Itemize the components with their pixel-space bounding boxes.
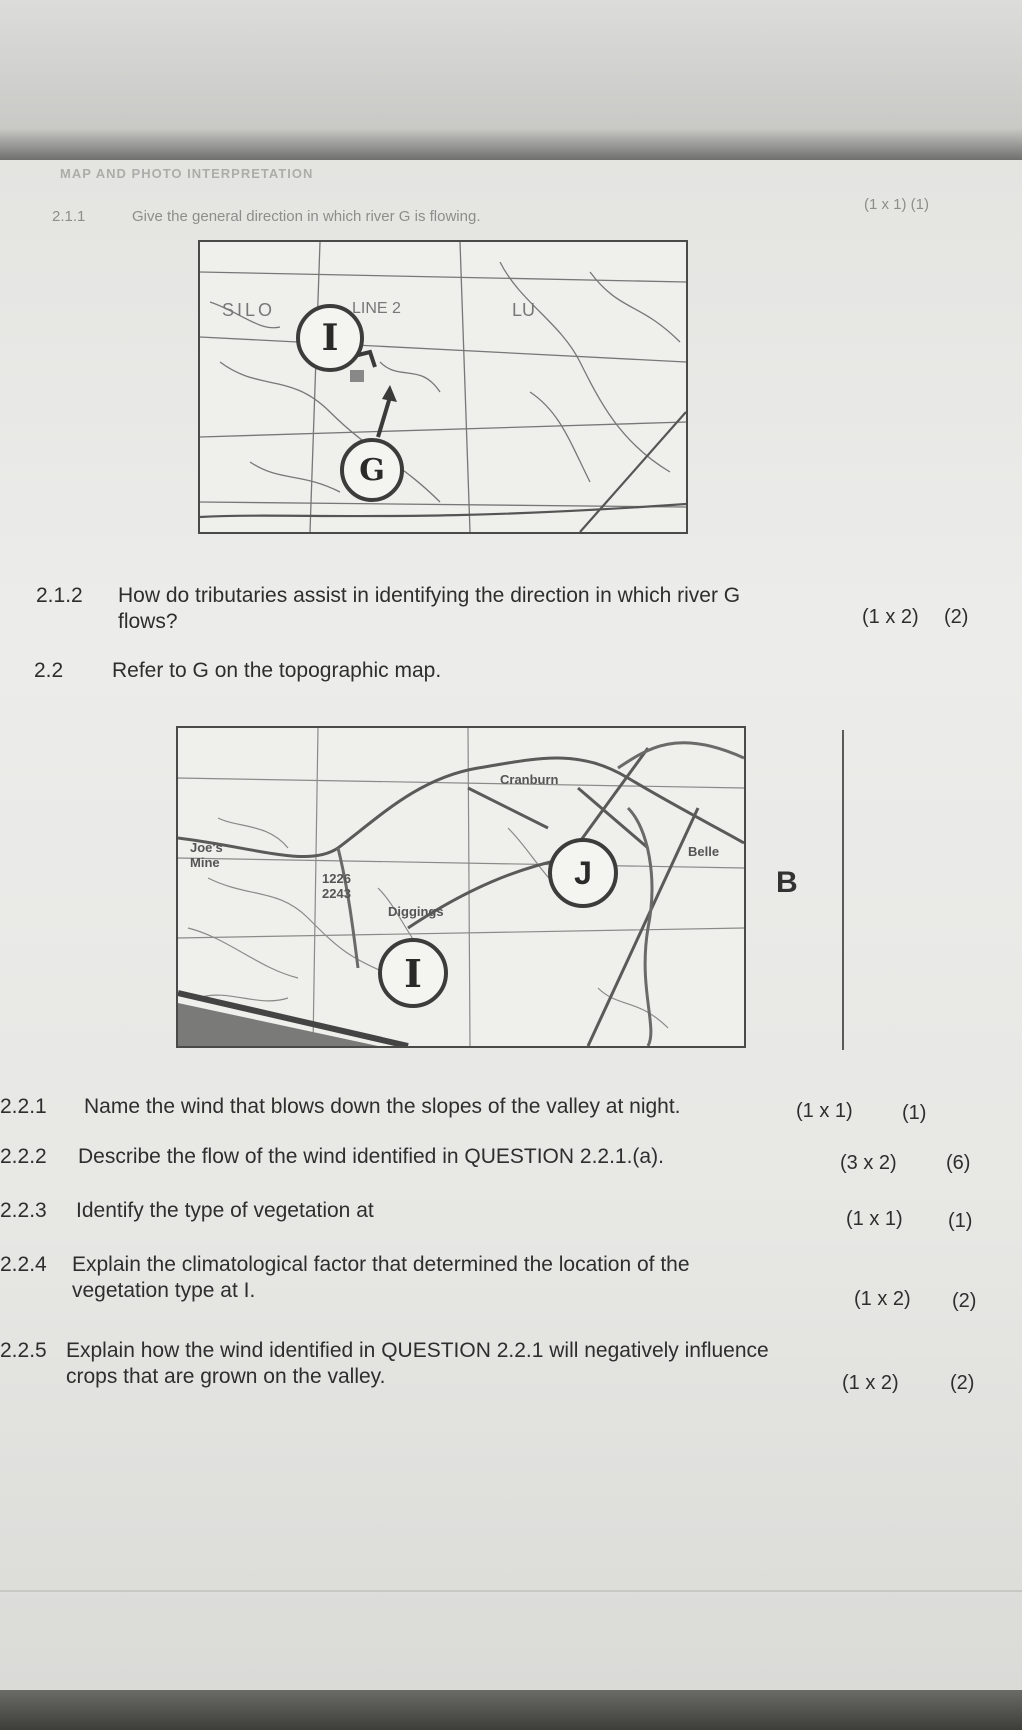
- question-2-2-3-marks: (1): [948, 1210, 973, 1232]
- question-text: Describe the flow of the wind identified in QUESTION 2.2.1.(a).: [78, 1145, 664, 1168]
- question-text-line1: How do tributaries assist in identifying the direction in which river G: [118, 584, 741, 607]
- question-text: Give the general direction in which river G is flowing.: [132, 208, 481, 225]
- map1-marker-i: I: [296, 304, 364, 372]
- cross-section-line: [842, 730, 844, 1050]
- question-text: Refer to G on the topographic map.: [112, 659, 442, 682]
- question-2-2-5: [0, 1338, 960, 1394]
- map2-lines: [178, 728, 744, 1046]
- question-2-2-5-calc: (1 x 2): [842, 1372, 899, 1394]
- question-text-line2: flows?: [118, 610, 178, 633]
- question-text-line1: Explain the climatological factor that determined the location of the: [72, 1253, 690, 1276]
- question-number: 2.1.2: [36, 584, 83, 607]
- map2-label-cranburn: Cranburn: [500, 772, 559, 787]
- map2-marker-i: I: [378, 938, 448, 1008]
- question-2-1-1-marks: (1 x 1) (1): [864, 196, 930, 213]
- map1-label-lu: LU: [512, 300, 536, 320]
- map1-marker-g: G: [340, 438, 404, 502]
- question-2-2-1-calc: (1 x 1): [796, 1100, 853, 1122]
- question-2-1-2-marks: (2): [944, 606, 969, 628]
- map2-spot-height-1: 1226: [322, 871, 351, 886]
- question-2-1-2: [36, 583, 996, 639]
- map1-label-line: LINE 2: [352, 300, 401, 317]
- map2-label-belle: Belle: [688, 844, 720, 859]
- question-2-2-2-calc: (3 x 2): [840, 1152, 897, 1174]
- topographic-map-extract-1: [198, 240, 688, 534]
- map1-label-silo: SILO: [222, 300, 276, 320]
- question-2-2-3-calc: (1 x 1): [846, 1208, 903, 1230]
- question-2-2-1-marks: (1): [902, 1102, 927, 1124]
- background-bottom: [0, 1690, 1022, 1730]
- question-2-1-2-calc: (1 x 2): [862, 606, 919, 628]
- map2-spot-height-2: 2243: [322, 886, 351, 901]
- map2-label-mine: Joe's Mine: [190, 840, 223, 870]
- background-top: [0, 0, 1022, 160]
- question-2-2-4-marks: (2): [952, 1290, 977, 1312]
- question-2-2-4-calc: (1 x 2): [854, 1288, 911, 1310]
- question-number: 2.2.2: [0, 1145, 47, 1168]
- map2-label-diggings: Diggings: [388, 904, 444, 919]
- section-header: MAP AND PHOTO INTERPRETATION: [60, 166, 314, 181]
- question-text: Identify the type of vegetation at: [76, 1199, 374, 1222]
- question-number: 2.2.5: [0, 1339, 47, 1362]
- question-number: 2.2.4: [0, 1253, 47, 1276]
- question-number: 2.2: [34, 659, 64, 682]
- page-fold: [0, 1590, 1022, 1592]
- map1-lines: [200, 242, 686, 532]
- question-number: 2.1.1: [52, 208, 86, 225]
- question-text-line1: Explain how the wind identified in QUESTION 2.2.1 will negatively influence: [66, 1339, 769, 1362]
- question-2-2-4: [0, 1252, 900, 1308]
- question-text-line2: vegetation type at I.: [72, 1279, 256, 1302]
- question-2-2-5-marks: (2): [950, 1372, 975, 1394]
- question-2-2-2-marks: (6): [946, 1152, 971, 1174]
- map2-marker-j: J: [548, 838, 618, 908]
- question-number: 2.2.1: [0, 1095, 47, 1118]
- topographic-map-extract-2: [176, 726, 746, 1048]
- question-text-line2: crops that are grown on the valley.: [66, 1365, 386, 1388]
- map2-label-b: B: [776, 866, 798, 899]
- question-text: Name the wind that blows down the slopes of the valley at night.: [84, 1095, 681, 1118]
- question-number: 2.2.3: [0, 1199, 47, 1222]
